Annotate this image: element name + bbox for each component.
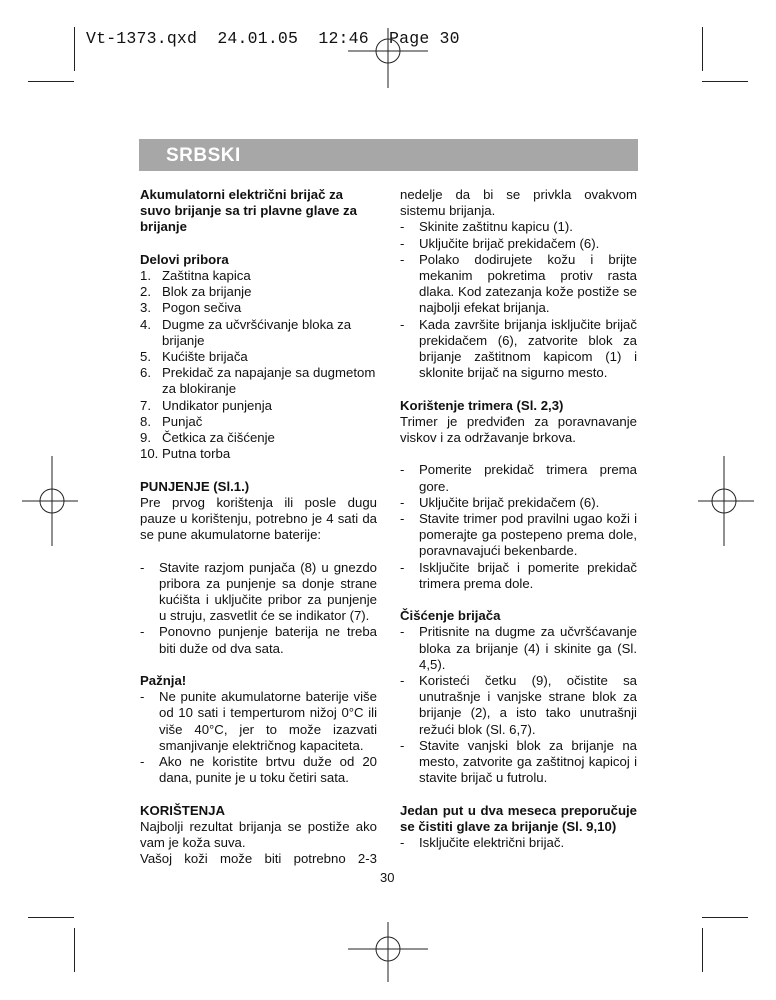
usage-text-continued: Vašoj koži može biti potrebno 2-3 (140, 851, 377, 867)
list-item: - Ako ne koristite brtvu duže od 20 dana, punite je u toku četiri sata. (140, 754, 377, 786)
trimmer-text: Trimer je predviđen za poravnavanje viskov i za održavanje brkova. (400, 413, 637, 446)
trimmer-heading: Korištenje trimera (Sl. 2,3) (400, 397, 564, 413)
product-title: Akumulatorni električni brijač za suvo brijanje sa tri plavne glave za brijanje (140, 187, 357, 235)
list-item: 7. Undikator punjenja (140, 397, 272, 413)
list-item: - Stavite razjom punjača (8) u gnezdo pribora za punjenje sa donje strane kućišta i uključite pribor za punjenje u struju, zasvetlit će se indikator (7). (140, 559, 377, 624)
crop-mark (702, 81, 748, 82)
left-column (140, 187, 377, 867)
charging-heading: PUNJENJE (Sl.1.) (140, 478, 250, 494)
file-header: Vt-1373.qxd 24.01.05 12:46 Page 30 (86, 29, 460, 48)
list-item: - Ne punite akumulatorne baterije više od 10 sati i temperturom nižoj 0°C ili više 40°C, jer to može izazvati smanjivanje električnog kapaciteta. (140, 689, 377, 753)
list-item: 5. Kućište brijača (140, 349, 248, 365)
list-item: - Pomerite prekidač trimera prema gore. (400, 462, 637, 494)
list-item: 2. Blok za brijanje (140, 284, 252, 300)
list-item: - Uključite brijač prekidačem (6). (400, 494, 600, 510)
list-item: - Uključite brijač prekidačem (6). (400, 235, 600, 251)
list-item: - Polako dodirujete kožu i brijte mekanim pokretima protiv rasta dlaka. Kod zatezanja kože postiže se najbolji efekat brijanja. (400, 251, 637, 316)
list-item: 9. Četkica za čišćenje (140, 430, 275, 446)
bimonthly-heading: Jedan put u dva meseca preporučuje se čistiti glave za brijanje (Sl. 9,10) (400, 802, 637, 834)
list-item: 8. Punjač (140, 413, 203, 429)
list-item: - Stavite vanjski blok za brijanje na mesto, zatvorite ga zaštitnoj kapicoj i stavite brijač u futrolu. (400, 737, 637, 786)
parts-heading: Delovi pribora (140, 251, 229, 267)
attention-heading: Pažnja! (140, 673, 187, 689)
list-item: - Kada završite brijanja isključite brijač prekidačem (6), zatvorite blok za brijanje zaštitnom kapicom (1) i sklonite brijač na sigurno mesto. (400, 316, 637, 381)
list-item: 4. Dugme za učvršćivanje bloka za brijanje (140, 316, 352, 348)
parts-list (140, 268, 377, 462)
registration-mark-icon (698, 456, 754, 546)
crop-mark (28, 81, 74, 82)
right-column (400, 187, 637, 851)
list-item: 1. Zaštitna kapica (140, 268, 251, 283)
crop-mark (74, 27, 75, 71)
crop-mark (702, 917, 748, 918)
list-item: - Pritisnite na dugme za učvršćavanje bloka za brijanje (4) i skinite ga (Sl. 4,5). (400, 624, 637, 672)
crop-mark (702, 27, 703, 71)
crop-mark (74, 928, 75, 972)
crop-mark (702, 928, 703, 972)
language-banner (139, 139, 638, 171)
list-item: - Stavite trimer pod pravilni ugao koži i pomerajte ga postepeno prema dole, poravnavajući bekenbarde. (400, 511, 637, 559)
list-item: - Isključite brijač i pomerite prekidač trimera prema dole. (400, 559, 637, 591)
list-item: - Skinite zaštitnu kapicu (1). (400, 219, 573, 235)
charging-text: Pre prvog korištenja ili posle dugu pauze u korištenju, potrebno je 4 sati da se pune akumulatorne baterije: (140, 494, 377, 543)
banner-title: SRBSKI (166, 145, 241, 166)
list-item: 10. Putna torba (140, 446, 231, 462)
registration-mark-icon (22, 456, 78, 546)
usage-text: Najbolji rezultat brijanja se postiže ako vam je koža suva. (140, 818, 377, 851)
list-item: 6. Prekidač za napajanje sa dugmetom za blokiranje (140, 365, 376, 397)
crop-mark (28, 917, 74, 918)
continued-text: nedelje da bi se privkla ovakvom sistemu brijanja. (400, 187, 637, 219)
list-item: 3. Pogon sečiva (140, 300, 242, 316)
page-number: 30 (380, 870, 395, 885)
registration-mark-icon (348, 922, 428, 982)
cleaning-heading: Čišćenje brijača (400, 608, 501, 624)
registration-mark-icon (348, 28, 428, 88)
usage-heading: KORIŠTENJA (140, 802, 225, 818)
list-item: - Koristeći četku (9), očistite sa unutrašnje i vanjske strane blok za brijanje (2), a isto tako unutrašnji režući blok (Sl. 6,7). (400, 673, 637, 737)
list-item: - Ponovno punjenje baterija ne treba biti duže od dva sata. (140, 624, 377, 656)
list-item: - Isključite električni brijač. (400, 835, 565, 851)
